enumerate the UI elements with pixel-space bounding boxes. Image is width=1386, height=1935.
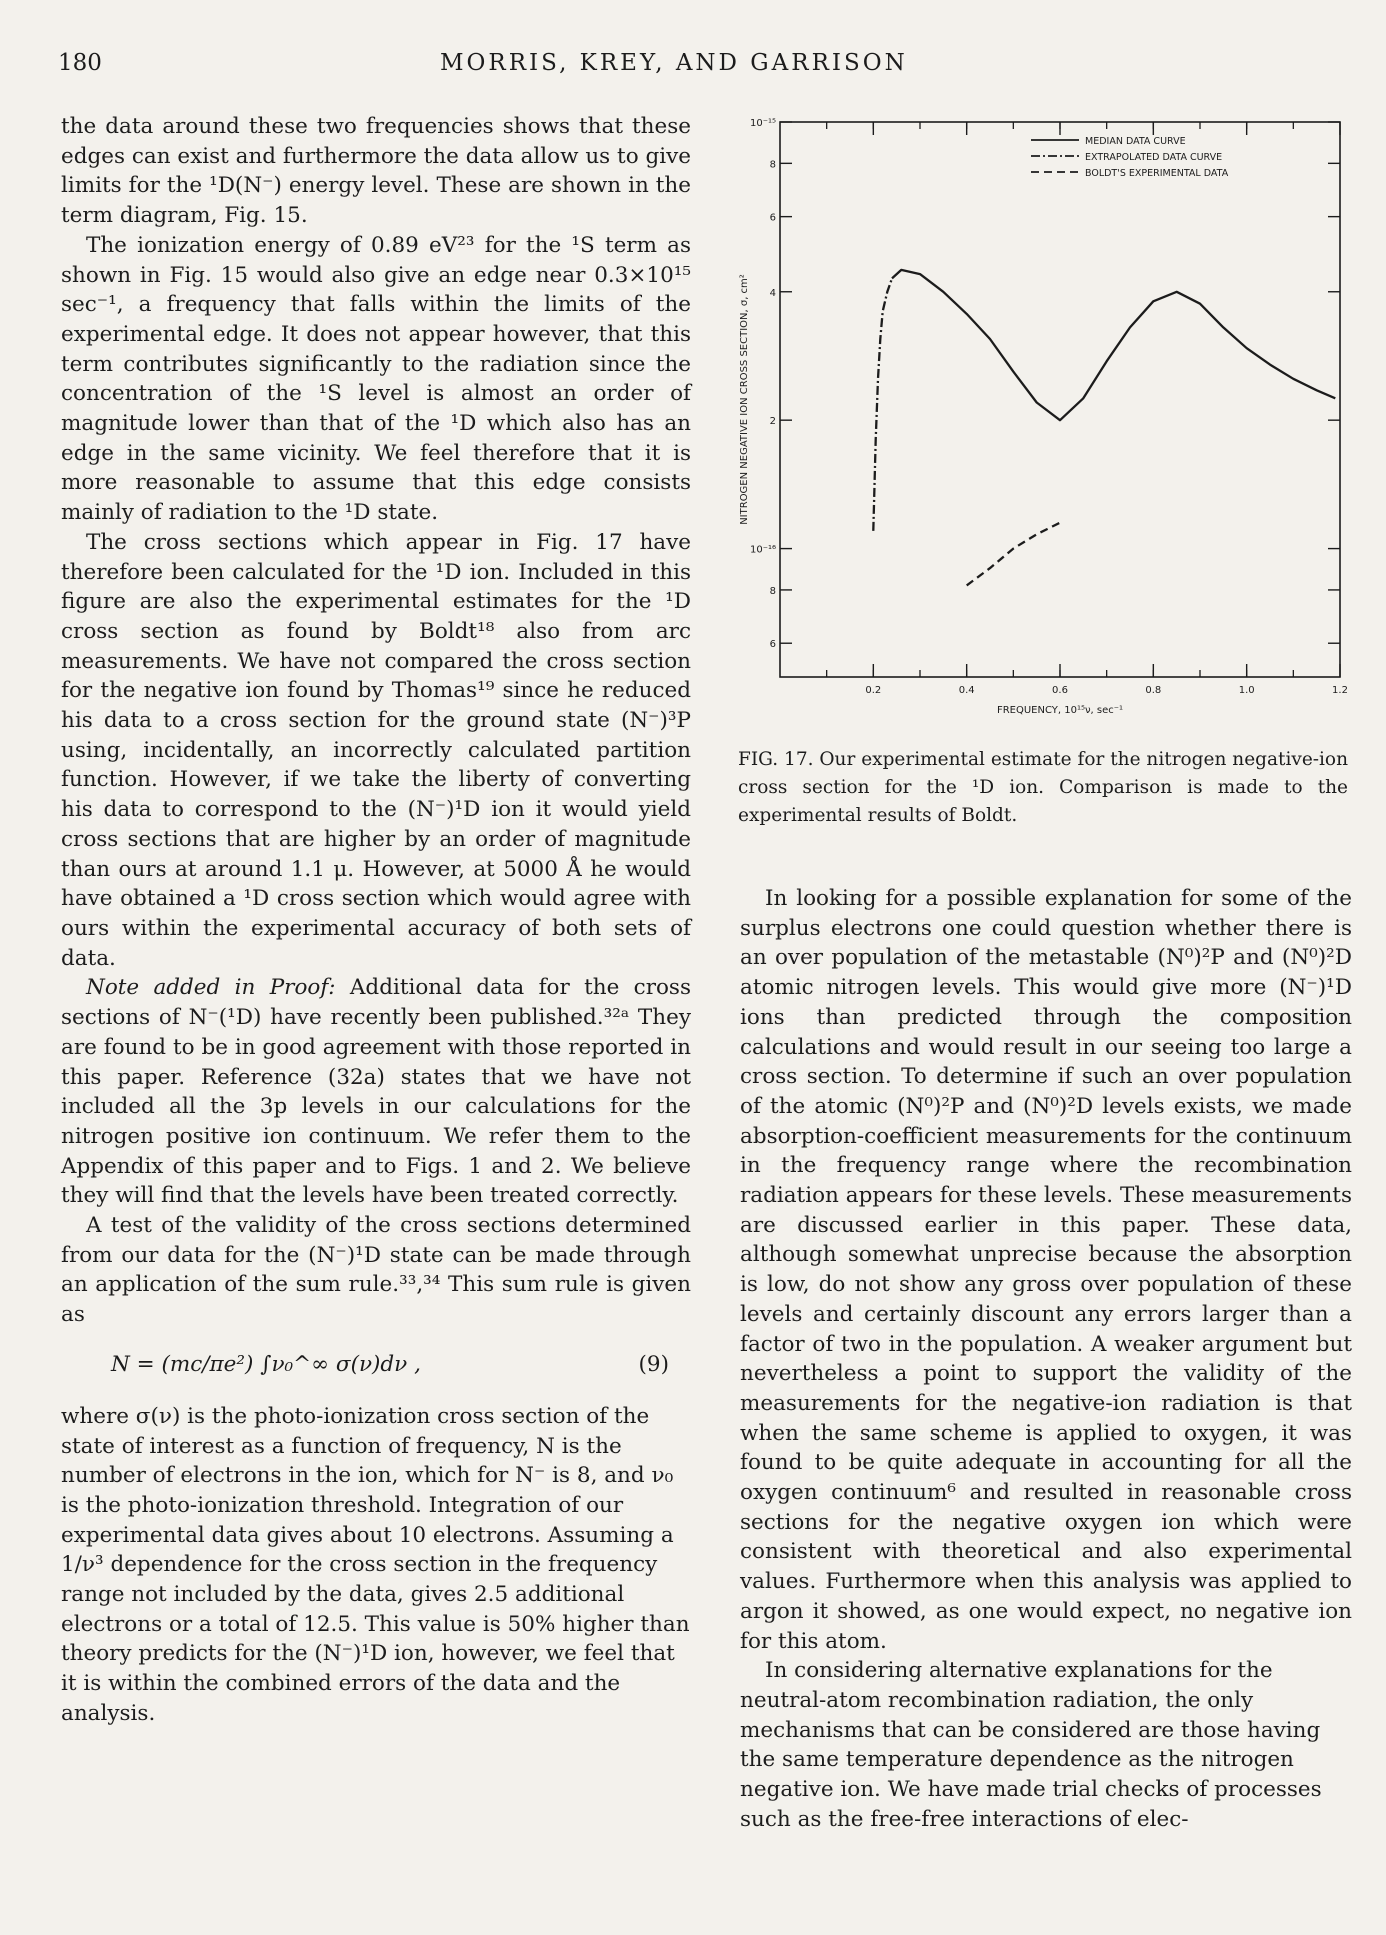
paragraph: where σ(ν) is the photo-ionization cross section of the state of interest as a function of frequency, N is the number of electrons in the ion, which for N⁻ is 8, and ν₀ is the photo-ionization threshold. Integration of our experimental data gives about 10 electrons. Assuming a 1/ν³ dependence for the cross section in the frequency range not included by the data, gives 2.5 additional electrons or a total of 12.5. This value is 50% higher than theory predicts for the (N⁻)¹D ion, however, we feel that it is within the combined errors of the data and the analysis. bbox=[61, 1403, 690, 1726]
chart-legend bbox=[1031, 136, 1229, 179]
paragraph: A test of the validity of the cross sections determined from our data for the (N⁻)¹D state can be made through an application of the sum rule.³³,³⁴ This sum rule is given as bbox=[61, 1213, 691, 1328]
paragraph: the data around these two frequencies shows that these edges can exist and furthermore the data allow us to give limits for the ¹D(N⁻) energy level. These are shown in the term diagram, Fig. 15. bbox=[61, 114, 691, 229]
x-tick-label: 1.2 bbox=[1332, 685, 1348, 696]
x-axis-ticks bbox=[827, 122, 1348, 696]
y-tick-label: 2 bbox=[769, 416, 776, 428]
y-tick-label: 6 bbox=[769, 212, 776, 224]
y-axis-label: NITROGEN NEGATIVE ION CROSS SECTION, σ, cm² bbox=[739, 274, 750, 525]
series-line bbox=[892, 270, 1335, 420]
paragraph: In looking for a possible explanation for some of the surplus electrons one could question whether there is an over population of the metastable (N⁰)²P and (N⁰)²D atomic nitrogen levels. This would give more (N⁻)¹D ions than predicted through the composition calculations and would result in our seeing too large a cross section. To determine if such an over population of the atomic (N⁰)²P and (N⁰)²D levels exists, we made absorption-coefficient measurements for the continuum in the frequency range where the recombination radiation appears for these levels. These measurements are discussed earlier in this paper. These data, although somewhat unprecise because the absorption is low, do not show any gross over population of these levels and certainly discount any errors larger than a factor of two in the population. A weaker argument but nevertheless a point to support the validity of the measurements for the negative-ion radiation is that when the same scheme is applied to oxygen, it was found to be quite adequate in accounting for all the oxygen continuum⁶ and resulted in reasonable cross sections for the negative oxygen ion which were consistent with theoretical and also experimental values. Furthermore when this analysis was applied to argon it showed, as one would expect, no negative ion for this atom. bbox=[740, 886, 1352, 1654]
note-paragraph bbox=[61, 973, 691, 1211]
plot-border bbox=[780, 122, 1340, 677]
y-tick-label: 4 bbox=[769, 287, 776, 299]
note-body: Additional data for the cross sections of N⁻(¹D) have recently been published.³²ᵃ They are found to be in good agreement with those reported in this paper. Reference (32a) states that we have not included all the 3p levels in our calculations for the nitrogen positive ion continuum. We refer them to the Appendix of this paper and to Figs. 1 and 2. We believe they will find that the levels have been treated correctly. bbox=[61, 975, 691, 1209]
y-axis-ticks bbox=[750, 118, 1340, 650]
x-tick-label: 0.8 bbox=[1145, 685, 1162, 696]
y-tick-label: 10⁻¹⁶ bbox=[749, 544, 776, 556]
plot-frame bbox=[780, 122, 1340, 677]
series-line bbox=[967, 523, 1060, 586]
legend-label: EXTRAPOLATED DATA CURVE bbox=[1085, 152, 1223, 163]
page-number: 180 bbox=[58, 50, 102, 76]
x-axis-label: FREQUENCY, 10¹⁵ν, sec⁻¹ bbox=[996, 705, 1124, 716]
equation-text: N = (mc/πe²) ∫ν₀^∞ σ(ν)dν , bbox=[111, 1351, 421, 1377]
figure-caption: FIG. 17. Our experimental estimate for the nitrogen negative-ion cross section for the ¹D ion. Comparison is made to the experimental results of Boldt. bbox=[738, 749, 1348, 826]
left-column bbox=[61, 112, 691, 1729]
page-header bbox=[0, 50, 1386, 90]
y-tick-label: 8 bbox=[769, 159, 776, 171]
note-lead: Note added in Proof: bbox=[86, 975, 336, 1001]
figure-17 bbox=[735, 112, 1355, 837]
paragraph: The ionization energy of 0.89 eV²³ for the ¹S term as shown in Fig. 15 would also give an edge near 0.3×10¹⁵ sec⁻¹, a frequency that falls within the limits of the experimental edge. It does not appear however, that this term contributes significantly to the radiation since the concentration of the ¹S level is almost an order of magnitude lower than that of the ¹D which also has an edge in the same vicinity. We feel therefore that it is more reasonable to assume that this edge consists mainly of radiation to the ¹D state. bbox=[61, 232, 691, 526]
running-head: MORRIS, KREY, AND GARRISON bbox=[440, 50, 908, 76]
y-tick-label: 8 bbox=[769, 585, 776, 597]
x-tick-label: 0.6 bbox=[1052, 685, 1068, 696]
legend-label: BOLDT'S EXPERIMENTAL DATA bbox=[1085, 168, 1229, 179]
y-tick-label: 6 bbox=[769, 639, 776, 651]
y-tick-label: 10⁻¹⁵ bbox=[749, 118, 776, 129]
series-line bbox=[873, 278, 892, 531]
equation-number: (9) bbox=[638, 1351, 669, 1377]
data-series bbox=[873, 270, 1335, 586]
paragraph: The cross sections which appear in Fig. 17 have therefore been calculated for the ¹D ion. Included in this figure are also the experimental estimates for the ¹D cross section as found by Boldt¹⁸ also from arc measurements. We have not compared the cross section for the negative ion found by Thomas¹⁹ since he reduced his data to a cross section for the ground state (N⁻)³P using, incidentally, an incorrectly calculated partition function. However, if we take the liberty of converting his data to correspond to the (N⁻)¹D ion it would yield cross sections that are higher by an order of magnitude than ours at around 1.1 μ. However, at 5000 Å he would have obtained a ¹D cross section which would agree with ours within the experimental accuracy of both sets of data. bbox=[61, 529, 691, 971]
x-tick-label: 0.4 bbox=[958, 685, 975, 696]
paragraph: In considering alternative explanations for the neutral-atom recombination radiation, the only mechanisms that can be considered are those having the same temperature dependence as the nitrogen negative ion. We have made trial checks of processes such as the free-free interactions of elec- bbox=[740, 1658, 1322, 1832]
x-tick-label: 1.0 bbox=[1238, 685, 1255, 696]
equation bbox=[61, 1338, 691, 1392]
cross-section-chart bbox=[735, 112, 1355, 732]
x-tick-label: 0.2 bbox=[865, 685, 882, 696]
legend-label: MEDIAN DATA CURVE bbox=[1085, 136, 1186, 147]
right-column bbox=[740, 884, 1352, 1835]
